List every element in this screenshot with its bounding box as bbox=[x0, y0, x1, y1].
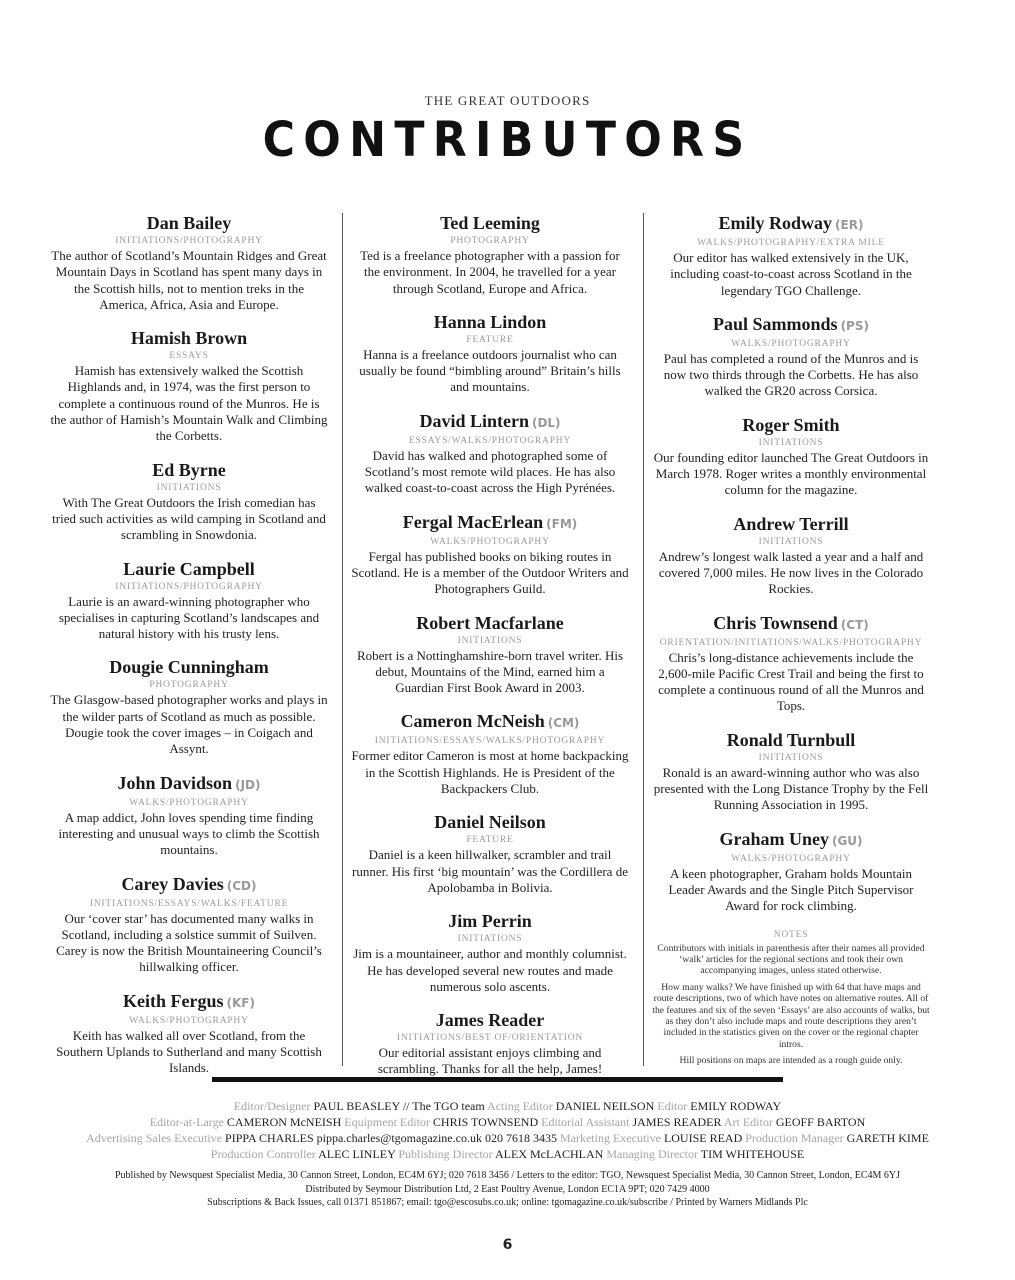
contributor-entry bbox=[50, 558, 328, 643]
note-text: Hill positions on maps are intended as a rough guide only. bbox=[679, 1055, 903, 1067]
staff-name: CHRIS TOWNSEND bbox=[432, 1115, 539, 1129]
contributor-entry bbox=[50, 459, 328, 544]
contributor-entry bbox=[652, 513, 930, 598]
note-text: How many walks? We have finished up with 64 that have maps and route descriptions, two of which have notes on alternative routes. All of the features and six of the seven ‘Essays’ are also accounts of walks, but as they don’t also include maps and route descriptions they aren’t included in the statistics given on the cover or the regional chapter intros. bbox=[652, 981, 930, 1050]
contributor-name bbox=[50, 772, 328, 796]
contributor-name bbox=[50, 990, 328, 1014]
contributor-name bbox=[351, 311, 629, 333]
contributor-bio: Former editor Cameron is most at home backpacking in the Scottish Highlands. He is President of the Backpackers Club. bbox=[351, 748, 629, 797]
contributor-name-text: Robert Macfarlane bbox=[416, 612, 564, 633]
contributor-bio: Ted is a freelance photographer with a passion for the environment. In 2004, he travelled for a year through Scotland, Europe and Africa. bbox=[360, 248, 620, 296]
contributor-bio: Chris’s long-distance achievements include the 2,600-mile Pacific Crest Trail and being the first to complete a continuous round of all the Munros and Tops. bbox=[658, 649, 924, 714]
publisher-line: Subscriptions & Back Issues, call 01371 851867; email: tgo@escosubs.co.uk; online: tgomagazine.co.uk/subscribe / Printed by Warners Midlands Plc bbox=[207, 1197, 808, 1208]
footer-rule bbox=[212, 1077, 783, 1082]
contributor-entry bbox=[652, 828, 930, 915]
contributor-bio: With The Great Outdoors the Irish comedian has tried such activities as wild camping in Scotland and scrambling in Snowdonia. bbox=[52, 494, 326, 543]
contributor-role: INITIATIONS bbox=[758, 752, 824, 763]
staff-credits bbox=[40, 1098, 975, 1162]
contributor-bio: David has walked and photographed some of Scotland’s most remote wild places. He has also walked coast-to-coast across the High Pyrénées. bbox=[364, 447, 616, 496]
contributor-name bbox=[652, 414, 930, 436]
contributor-name bbox=[351, 710, 629, 734]
contributor-name bbox=[351, 410, 629, 434]
column-divider bbox=[342, 213, 343, 1066]
contributor-entry bbox=[50, 772, 328, 859]
contributor-role: WALKS/PHOTOGRAPHY/EXTRA MILE bbox=[697, 238, 885, 248]
contributors-column-2 bbox=[351, 212, 629, 1092]
contributor-bio: Robert is a Nottinghamshire-born travel writer. His debut, Mountains of the Mind, earned him a Guardian First Book Award in 2003. bbox=[356, 647, 624, 696]
staff-name: ALEX McLACHLAN bbox=[495, 1147, 604, 1161]
staff-name: GEOFF BARTON bbox=[775, 1115, 866, 1129]
column-divider bbox=[643, 213, 644, 1066]
staff-name: TIM WHITEHOUSE bbox=[700, 1147, 805, 1161]
contributor-initials: (FM) bbox=[546, 516, 578, 531]
staff-name: EMILY RODWAY bbox=[690, 1099, 782, 1113]
contributor-role: INITIATIONS bbox=[758, 437, 824, 448]
contributor-entry bbox=[50, 656, 328, 757]
staff-role: Marketing Executive bbox=[559, 1131, 661, 1145]
contributor-name bbox=[652, 313, 930, 337]
staff-role: Publishing Director bbox=[398, 1147, 493, 1161]
contributor-name-text: Dougie Cunningham bbox=[109, 657, 269, 678]
staff-name: // The TGO team bbox=[402, 1099, 485, 1113]
contributor-bio: Hanna is a freelance outdoors journalist who can usually be found “bimbling around” Britain’s hills and mountains. bbox=[359, 346, 621, 395]
contributor-bio: Fergal has published books on biking routes in Scotland. He is a member of the Outdoor Writers and Photographers Guild. bbox=[351, 548, 629, 597]
contributor-entry bbox=[50, 212, 328, 313]
staff-role: Production Controller bbox=[210, 1147, 316, 1161]
staff-role: Managing Director bbox=[606, 1147, 698, 1161]
contributor-role: INITIATIONS bbox=[457, 934, 523, 945]
publisher-info bbox=[40, 1169, 975, 1210]
contributor-role: INITIATIONS/ESSAYS/WALKS/PHOTOGRAPHY bbox=[374, 736, 606, 747]
contributor-entry bbox=[351, 410, 629, 497]
contributor-role: WALKS/PHOTOGRAPHY bbox=[731, 853, 851, 864]
staff-role: Production Manager bbox=[745, 1131, 844, 1145]
contributor-bio: Our ‘cover star’ has documented many walks in Scotland, including a solstice summit of Suilven. Carey is now the British Mountaineering Council’s hillwalking officer. bbox=[56, 910, 322, 975]
contributor-role: INITIATIONS/PHOTOGRAPHY bbox=[115, 581, 263, 592]
contributor-entry bbox=[351, 311, 629, 396]
contributor-bio: Our editor has walked extensively in the UK, including coast-to-coast across Scotland in the legendary TGO Challenge. bbox=[670, 250, 912, 298]
page-title: CONTRIBUTORS bbox=[262, 112, 753, 168]
contributor-bio: Our editorial assistant enjoys climbing and scrambling. Thanks for all the help, James! bbox=[377, 1045, 603, 1077]
contributor-entry bbox=[351, 710, 629, 797]
contributor-entry bbox=[50, 873, 328, 976]
contributor-entry bbox=[351, 511, 629, 598]
contributor-entry bbox=[652, 212, 930, 299]
contributor-name-text: Keith Fergus bbox=[123, 990, 224, 1011]
contributor-name-text: Carey Davies bbox=[121, 873, 224, 894]
contributor-role: INITIATIONS/ESSAYS/WALKS/FEATURE bbox=[89, 898, 289, 909]
contributor-name bbox=[50, 459, 328, 481]
contributor-bio: Hamish has extensively walked the Scottish Highlands and, in 1974, was the first person to complete a continuous round of the Munros. He is the author of Hamish’s Mountain Walk and Climbing the Corbetts. bbox=[50, 363, 328, 444]
contributor-name-text: John Davidson bbox=[117, 772, 233, 793]
contributor-initials: (PS) bbox=[840, 318, 869, 333]
contributor-name-text: Hamish Brown bbox=[130, 328, 248, 349]
staff-name: PAUL BEASLEY bbox=[313, 1099, 400, 1113]
contributor-initials: (GU) bbox=[831, 833, 863, 848]
contributor-entry bbox=[652, 414, 930, 499]
contributor-entry bbox=[351, 1009, 629, 1078]
note-text: Contributors with initials in parenthesis after their names all provided ‘walk’ articles for the regional sections and took their own accompanying images, unless stated otherwise. bbox=[657, 942, 925, 977]
contributor-role: WALKS/PHOTOGRAPHY bbox=[430, 536, 550, 547]
contributor-role: FEATURE bbox=[466, 334, 514, 345]
contributor-name-text: Dan Bailey bbox=[146, 213, 232, 233]
contributor-role: INITIATIONS/PHOTOGRAPHY bbox=[115, 236, 263, 246]
contributor-bio: Laurie is an award-winning photographer who specialises in capturing Scotland’s landscapes and natural history with his trusty lens. bbox=[58, 593, 320, 642]
contributor-name-text: Paul Sammonds bbox=[713, 313, 838, 334]
contributor-initials: (CM) bbox=[547, 716, 580, 731]
staff-name: ALEC LINLEY bbox=[318, 1147, 396, 1161]
contributor-entry bbox=[652, 313, 930, 400]
staff-name: GARETH KIME bbox=[846, 1131, 929, 1145]
contributor-bio: The author of Scotland’s Mountain Ridges and Great Mountain Days in Scotland has spent many days in the Scottish hills, not to mention treks in the America, Africa, Asia and Europe. bbox=[51, 248, 327, 312]
contributor-entry bbox=[351, 212, 629, 297]
contributor-entry bbox=[50, 327, 328, 444]
contributors-column-3 bbox=[652, 212, 930, 1067]
contributor-entry bbox=[351, 612, 629, 697]
contributors-column-1 bbox=[50, 212, 328, 1091]
staff-role: Editor/Designer bbox=[233, 1099, 311, 1113]
contributor-initials: (CD) bbox=[226, 878, 257, 893]
staff-name: LOUISE READ bbox=[663, 1131, 743, 1145]
contributor-entry bbox=[351, 811, 629, 896]
contributor-initials: (ER) bbox=[835, 218, 864, 232]
staff-role: Advertising Sales Executive bbox=[86, 1131, 223, 1145]
staff-role: Editor bbox=[657, 1099, 688, 1113]
contributor-bio: A keen photographer, Graham holds Mountain Leader Awards and the Single Pitch Supervisor Award for rock climbing. bbox=[668, 865, 914, 914]
contributor-initials: (CT) bbox=[840, 617, 869, 632]
contributor-name bbox=[351, 1009, 629, 1031]
staff-role: Editor-at-Large bbox=[149, 1115, 224, 1129]
contributor-initials: (JD) bbox=[235, 777, 261, 792]
contributor-name bbox=[50, 327, 328, 349]
contributor-role: PHOTOGRAPHY bbox=[450, 236, 530, 246]
contributor-name-text: Roger Smith bbox=[742, 414, 840, 435]
staff-name: CAMERON McNEISH bbox=[226, 1115, 342, 1129]
contributor-name bbox=[652, 513, 930, 535]
contributor-name bbox=[351, 612, 629, 634]
contributor-initials: (DL) bbox=[531, 415, 561, 430]
staff-line bbox=[40, 1114, 975, 1130]
page-number: 6 bbox=[502, 1237, 513, 1253]
contributor-role: ESSAYS bbox=[169, 351, 209, 362]
contributor-name-text: Chris Townsend bbox=[713, 612, 838, 633]
staff-role: Editorial Assistant bbox=[541, 1115, 630, 1129]
contributor-bio: Our founding editor launched The Great Outdoors in March 1978. Roger writes a monthly environmental column for the magazine. bbox=[653, 449, 929, 498]
staff-name: JAMES READER bbox=[632, 1115, 722, 1129]
contributor-bio: Paul has completed a round of the Munros and is now two thirds through the Corbetts. He has also walked the GR20 across Corsica. bbox=[663, 350, 919, 399]
contributor-role: INITIATIONS/BEST OF/ORIENTATION bbox=[396, 1033, 584, 1044]
contributor-role: WALKS/PHOTOGRAPHY bbox=[731, 338, 851, 349]
staff-role: Art Editor bbox=[723, 1115, 773, 1129]
contributor-role: ORIENTATION/INITIATIONS/WALKS/PHOTOGRAPHY bbox=[659, 637, 923, 648]
contributor-name-text: Jim Perrin bbox=[448, 911, 532, 932]
contributor-name bbox=[50, 873, 328, 897]
contributor-bio: Andrew’s longest walk lasted a year and a half and covered 7,000 miles. He now lives in the Colorado Rockies. bbox=[658, 548, 924, 597]
contributor-name-text: Graham Uney bbox=[719, 828, 829, 849]
staff-line bbox=[40, 1098, 975, 1114]
contributor-entry bbox=[50, 990, 328, 1077]
contributor-name bbox=[652, 828, 930, 852]
contributor-initials: (KF) bbox=[226, 995, 255, 1010]
masthead-kicker: THE GREAT OUTDOORS bbox=[424, 93, 591, 108]
publisher-line: Published by Newsquest Specialist Media, 30 Cannon Street, London, EC4M 6YJ; 020 7618 3456 / Letters to the editor: TGO, Newsquest Specialist Media, 30 Cannon Street, London, EC4M 6YJ bbox=[114, 1170, 900, 1181]
staff-role: Acting Editor bbox=[487, 1099, 553, 1113]
contributor-name-text: Hanna Lindon bbox=[433, 311, 547, 332]
contributor-name bbox=[652, 612, 930, 636]
contributor-entry bbox=[652, 612, 930, 715]
contributor-name-text: Emily Rodway bbox=[718, 213, 833, 233]
notes-section bbox=[652, 929, 930, 1067]
contributor-name bbox=[351, 910, 629, 932]
staff-line bbox=[40, 1130, 975, 1146]
contributor-name-text: David Lintern bbox=[419, 410, 529, 431]
contributor-name-text: Cameron McNeish bbox=[400, 711, 545, 732]
contributor-bio: Keith has walked all over Scotland, from the Southern Uplands to Sutherland and many Scottish Islands. bbox=[56, 1027, 322, 1076]
contributor-role: PHOTOGRAPHY bbox=[149, 680, 229, 691]
contributor-bio: The Glasgow-based photographer works and plays in the wilder parts of Scotland as much as possible. Dougie took the cover images – in Coigach and Assynt. bbox=[50, 692, 328, 757]
contributor-name-text: Fergal MacErlean bbox=[402, 511, 544, 532]
contributor-entry bbox=[652, 729, 930, 814]
contributor-name bbox=[50, 656, 328, 678]
contributor-bio: Daniel is a keen hillwalker, scrambler and trail runner. His first ‘big mountain’ was the Cordillera de Apolobamba in Bolivia. bbox=[352, 847, 628, 895]
staff-role: Equipment Editor bbox=[344, 1115, 430, 1129]
staff-name: PIPPA CHARLES pippa.charles@tgomagazine.co.uk 020 7618 3435 bbox=[225, 1131, 557, 1145]
contributor-name bbox=[652, 212, 930, 236]
contributor-name-text: Laurie Campbell bbox=[123, 558, 255, 579]
contributor-name bbox=[351, 511, 629, 535]
contributor-role: FEATURE bbox=[466, 835, 514, 846]
contributor-name-text: Ed Byrne bbox=[152, 459, 226, 480]
contributor-bio: Ronald is an award-winning author who was also presented with the Long Distance Trophy by the Fell Running Association in 1995. bbox=[653, 764, 929, 813]
contributor-name bbox=[351, 811, 629, 833]
contributor-name bbox=[50, 558, 328, 580]
contributor-name-text: Andrew Terrill bbox=[733, 513, 849, 534]
contributor-bio: Jim is a mountaineer, author and monthly columnist. He has developed several new routes and made numerous solo ascents. bbox=[353, 946, 627, 994]
contributor-name bbox=[50, 212, 328, 234]
contributor-role: WALKS/PHOTOGRAPHY bbox=[129, 797, 249, 808]
contributor-name-text: Daniel Neilson bbox=[434, 812, 546, 833]
staff-line bbox=[40, 1146, 975, 1162]
publisher-line: Distributed by Seymour Distribution Ltd, 2 East Poultry Avenue, London EC1A 9PT; 020 7429 4000 bbox=[305, 1183, 710, 1195]
contributor-role: INITIATIONS bbox=[457, 635, 523, 646]
contributor-role: WALKS/PHOTOGRAPHY bbox=[129, 1015, 249, 1026]
contributor-bio: A map addict, John loves spending time finding interesting and unusual ways to climb the Scottish mountains. bbox=[58, 809, 320, 858]
contributor-name-text: Ted Leeming bbox=[440, 213, 540, 233]
contributor-name bbox=[652, 729, 930, 751]
contributor-name-text: Ronald Turnbull bbox=[726, 729, 856, 750]
contributor-entry bbox=[351, 910, 629, 995]
contributor-role: INITIATIONS bbox=[758, 536, 824, 547]
staff-name: DANIEL NEILSON bbox=[555, 1099, 655, 1113]
notes-title: NOTES bbox=[773, 929, 809, 940]
contributor-role: INITIATIONS bbox=[156, 482, 222, 493]
contributor-name-text: James Reader bbox=[435, 1010, 545, 1031]
contributor-role: ESSAYS/WALKS/PHOTOGRAPHY bbox=[408, 435, 572, 446]
contributor-name bbox=[351, 212, 629, 234]
